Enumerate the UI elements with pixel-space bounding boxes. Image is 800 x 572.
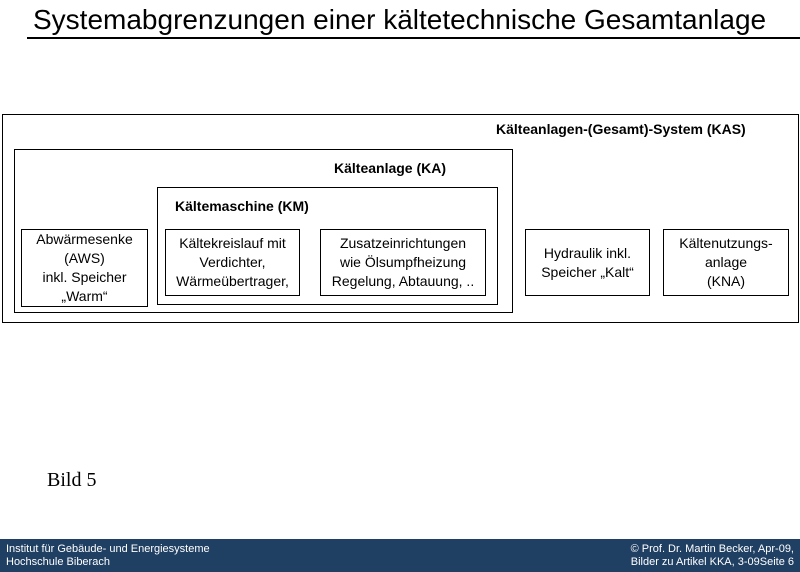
kna-line: Kältenutzungs-: [679, 235, 773, 251]
footer-institution: [6, 543, 210, 569]
aws-line: (AWS): [64, 250, 105, 266]
kreislauf-line: Kältekreislauf mit: [179, 235, 286, 251]
footer-institution-line: Institut für Gebäude- und Energiesysteme: [6, 543, 210, 555]
aws-line: inkl. Speicher: [42, 269, 127, 285]
zusatz-line: Zusatzeinrichtungen: [339, 235, 467, 251]
km-label: Kältemaschine (KM): [175, 198, 309, 214]
hydraulik-line: Speicher „Kalt“: [541, 263, 634, 280]
kna-line: (KNA): [706, 273, 746, 289]
zusatz-line: Regelung, Abtauung, ..: [331, 273, 475, 289]
kna-cell: [663, 229, 789, 296]
kreislauf-line: Verdichter,: [199, 254, 266, 270]
title-underline: [27, 37, 800, 39]
footer-copyright: [631, 543, 794, 569]
footer-copyright-line: © Prof. Dr. Martin Becker, Apr-09,: [630, 543, 794, 555]
aws-line: „Warm“: [61, 288, 108, 304]
aws-cell: [21, 229, 148, 307]
footer-bar: [0, 539, 800, 572]
footer-copyright-line: Bilder zu Artikel KKA, 3-09Seite 6: [630, 556, 794, 568]
kreislauf-line: Wärmeübertrager,: [176, 273, 289, 289]
kna-line: anlage: [704, 254, 748, 270]
ka-label: Kälteanlage (KA): [334, 160, 447, 176]
figure-label: Bild 5: [47, 469, 97, 491]
zusatz-line: wie Ölsumpfheizung: [339, 254, 467, 270]
footer-institution-line: Hochschule Biberach: [6, 556, 110, 568]
aws-line: Abwärmesenke: [36, 231, 133, 247]
slide-title: Systemabgrenzungen einer kältetechnische Gesamtanlage: [33, 4, 767, 35]
hydraulik-cell: [525, 229, 650, 296]
zusatz-cell: [320, 229, 486, 296]
kreislauf-cell: [165, 229, 300, 296]
kas-label: Kälteanlagen-(Gesamt)-System (KAS): [496, 121, 746, 137]
hydraulik-line: Hydraulik inkl.: [543, 244, 632, 261]
